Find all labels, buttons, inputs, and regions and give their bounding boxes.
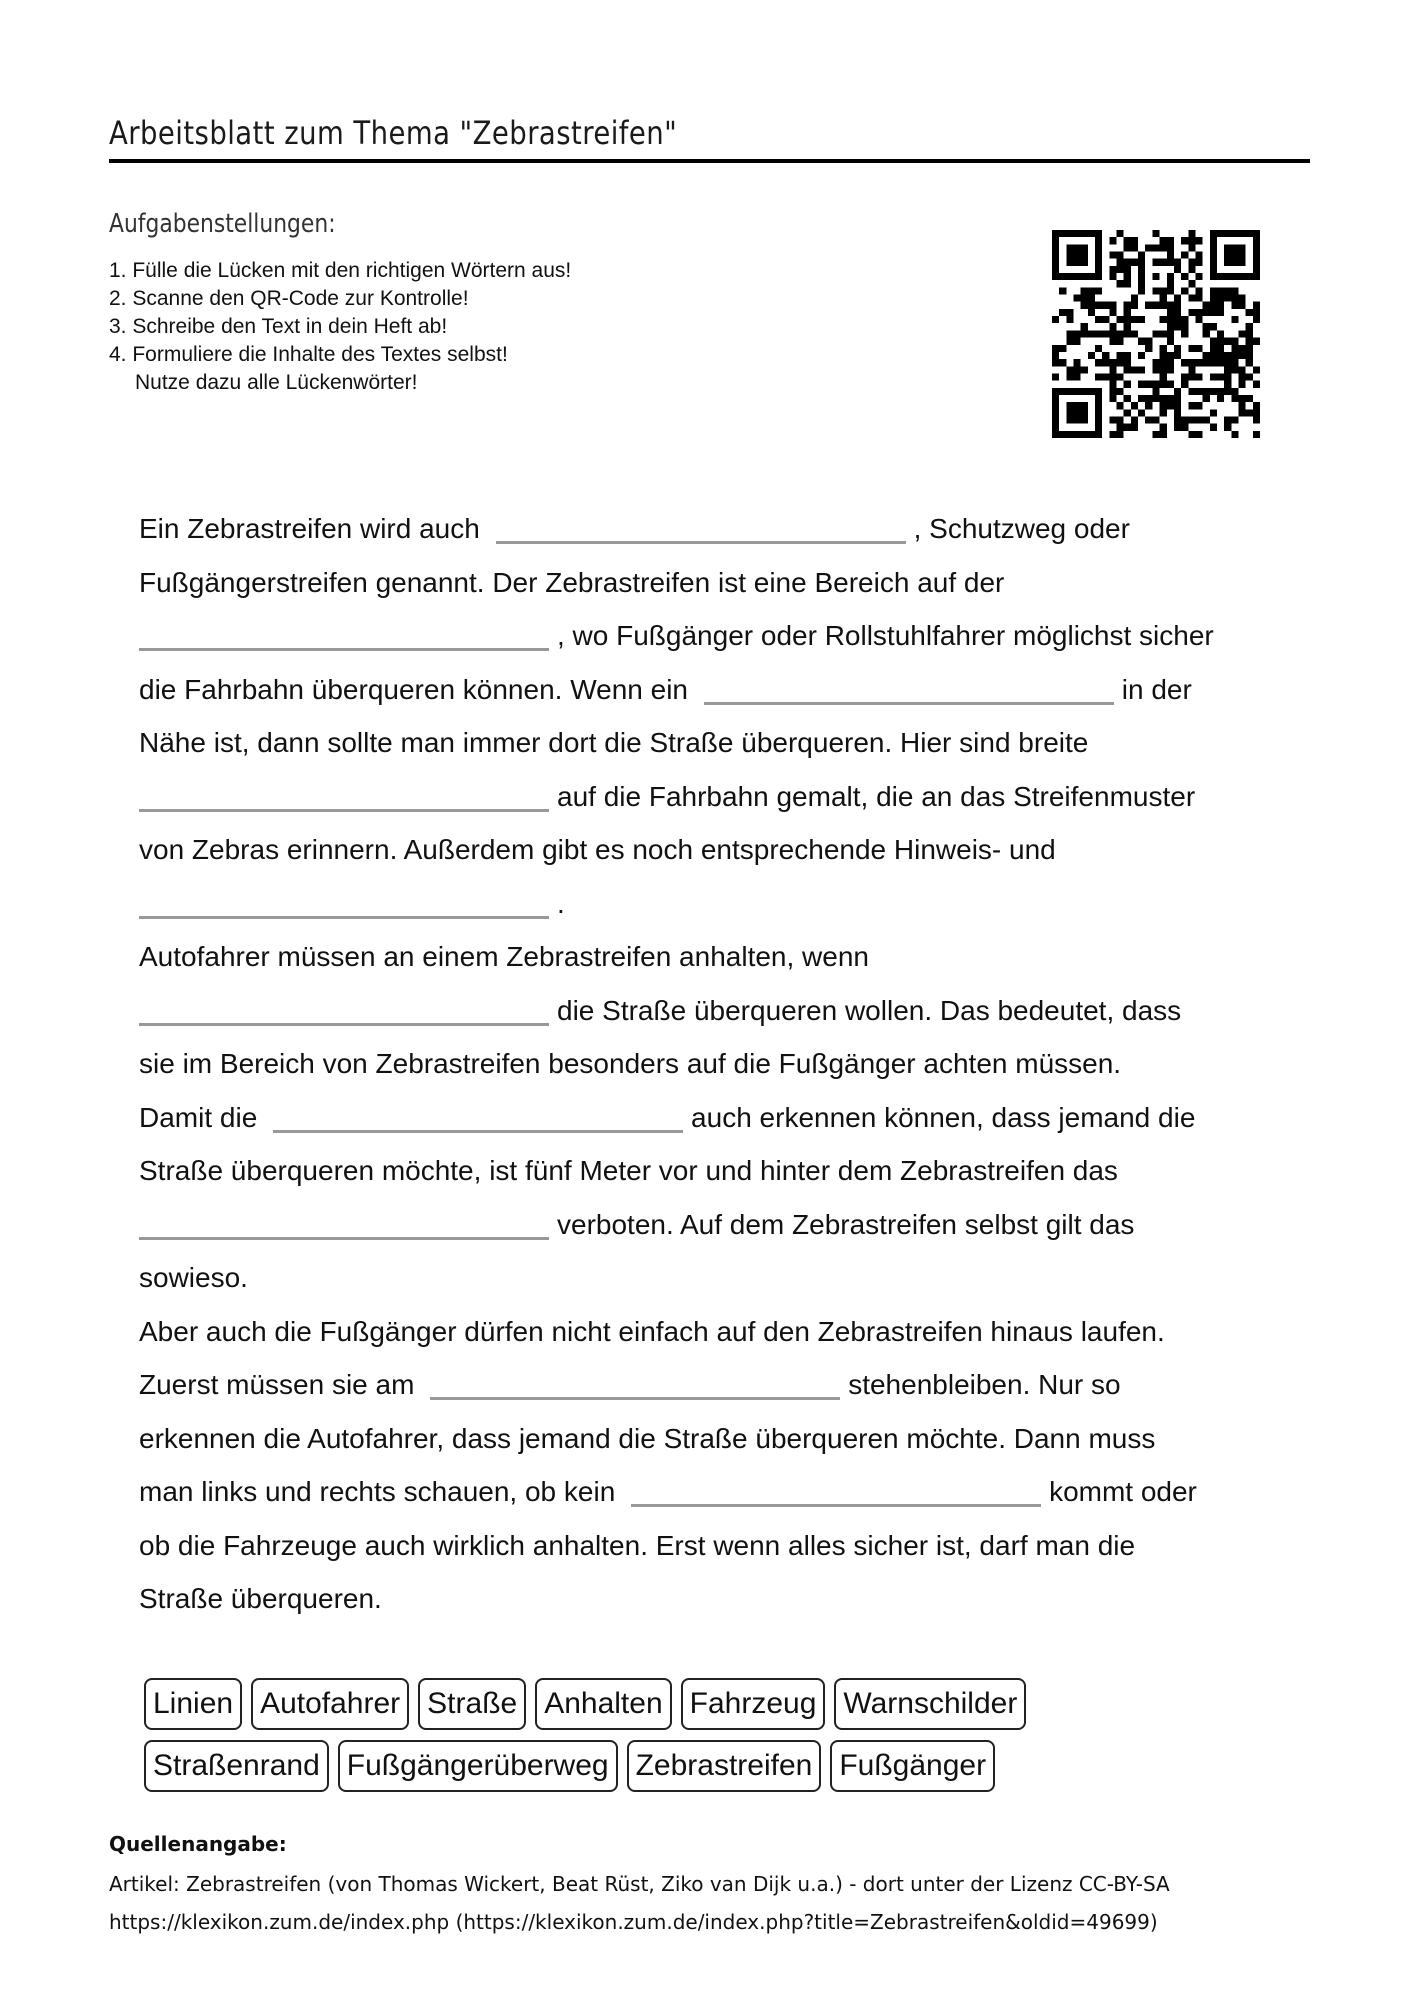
word-chip: Autofahrer	[251, 1678, 409, 1730]
text-line: Autofahrer müssen an einem Zebrastreifen anhalten, wenn	[139, 941, 869, 972]
word-chip: Straßenrand	[144, 1740, 329, 1792]
text-line: Straße überqueren.	[139, 1583, 382, 1614]
word-chip: Fahrzeug	[681, 1678, 826, 1730]
task-item: 1. Fülle die Lücken mit den richtigen Wörtern aus!	[109, 259, 572, 282]
word-chip: Fußgänger	[830, 1740, 995, 1792]
text-line: Damit die auch erkennen können, dass jemand die	[139, 1101, 1196, 1133]
page-title: Arbeitsblatt zum Thema "Zebrastreifen"	[109, 114, 678, 152]
text-line: verboten. Auf dem Zebrastreifen selbst gilt das	[139, 1198, 1289, 1252]
tasks-heading: Aufgabenstellungen:	[109, 209, 336, 239]
blank-field[interactable]	[631, 1504, 1041, 1507]
text-line: sie im Bereich von Zebrastreifen besonders auf die Fußgänger achten müssen.	[139, 1048, 1122, 1079]
text-line: Aber auch die Fußgänger dürfen nicht einfach auf den Zebrastreifen hinaus laufen.	[139, 1315, 1165, 1347]
word-chip: Warnschilder	[834, 1678, 1026, 1730]
word-chip: Linien	[144, 1678, 242, 1730]
text-line: Ein Zebrastreifen wird auch , Schutzweg oder	[139, 513, 1130, 544]
cloze-text	[139, 502, 1289, 1626]
word-bank-row	[144, 1678, 1244, 1730]
blank-field[interactable]	[273, 1130, 683, 1133]
source-citation: Artikel: Zebrastreifen (von Thomas Wickert, Beat Rüst, Ziko van Dijk u.a.) - dort unter der Lizenz CC-BY-SA	[109, 1872, 1170, 1896]
blank-field[interactable]	[496, 541, 906, 544]
text-line: sowieso.	[139, 1262, 248, 1293]
text-line: ob die Fahrzeuge auch wirklich anhalten. Erst wenn alles sicher ist, darf man die	[139, 1529, 1136, 1561]
source-link[interactable]: https://klexikon.zum.de/index.php (https://klexikon.zum.de/index.php?title=Zebrastreifen&oldid=49699)	[109, 1910, 1158, 1934]
task-item: 2. Scanne den QR-Code zur Kontrolle!	[109, 287, 469, 310]
text-line: auf die Fahrbahn gemalt, die an das Streifenmuster	[139, 770, 1289, 824]
text-line: die Fahrbahn überqueren können. Wenn ein in der	[139, 673, 1192, 705]
text-line: erkennen die Autofahrer, dass jemand die Straße überqueren möchte. Dann muss	[139, 1422, 1156, 1454]
text-line: Straße überqueren möchte, ist fünf Meter vor und hinter dem Zebrastreifen das	[139, 1155, 1118, 1186]
text-line: , wo Fußgänger oder Rollstuhlfahrer möglichst sicher	[139, 609, 1289, 663]
task-item-continuation: Nutze dazu alle Lückenwörter!	[135, 371, 418, 394]
text-line: man links und rechts schauen, ob kein kommt oder	[139, 1476, 1197, 1507]
word-chip: Straße	[418, 1678, 526, 1730]
blank-field[interactable]	[139, 1023, 549, 1026]
blank-field[interactable]	[704, 702, 1114, 705]
word-bank	[144, 1678, 1244, 1802]
blank-field[interactable]	[139, 809, 549, 812]
task-list	[109, 257, 571, 397]
text-line: Nähe ist, dann sollte man immer dort die Straße überqueren. Hier sind breite	[139, 727, 1089, 758]
text-line: Zuerst müssen sie am stehenbleiben. Nur so	[139, 1369, 1121, 1400]
text-line: .	[139, 877, 1289, 931]
blank-field[interactable]	[139, 916, 549, 919]
qr-code-icon[interactable]	[1052, 230, 1260, 438]
text-line: die Straße überqueren wollen. Das bedeutet, dass	[139, 984, 1289, 1038]
blank-field[interactable]	[430, 1397, 840, 1400]
task-item: 4. Formuliere die Inhalte des Textes selbst!	[109, 343, 508, 366]
word-bank-row	[144, 1740, 1244, 1792]
word-chip: Anhalten	[535, 1678, 671, 1730]
title-divider	[109, 159, 1310, 163]
blank-field[interactable]	[139, 648, 549, 651]
word-chip: Zebrastreifen	[627, 1740, 822, 1792]
word-chip: Fußgängerüberweg	[338, 1740, 618, 1792]
sources-heading: Quellenangabe:	[109, 1832, 287, 1856]
text-line: Fußgängerstreifen genannt. Der Zebrastreifen ist eine Bereich auf der	[139, 566, 1005, 598]
blank-field[interactable]	[139, 1237, 549, 1240]
text-line: von Zebras erinnern. Außerdem gibt es noch entsprechende Hinweis- und	[139, 834, 1056, 865]
task-item: 3. Schreibe den Text in dein Heft ab!	[109, 315, 448, 338]
